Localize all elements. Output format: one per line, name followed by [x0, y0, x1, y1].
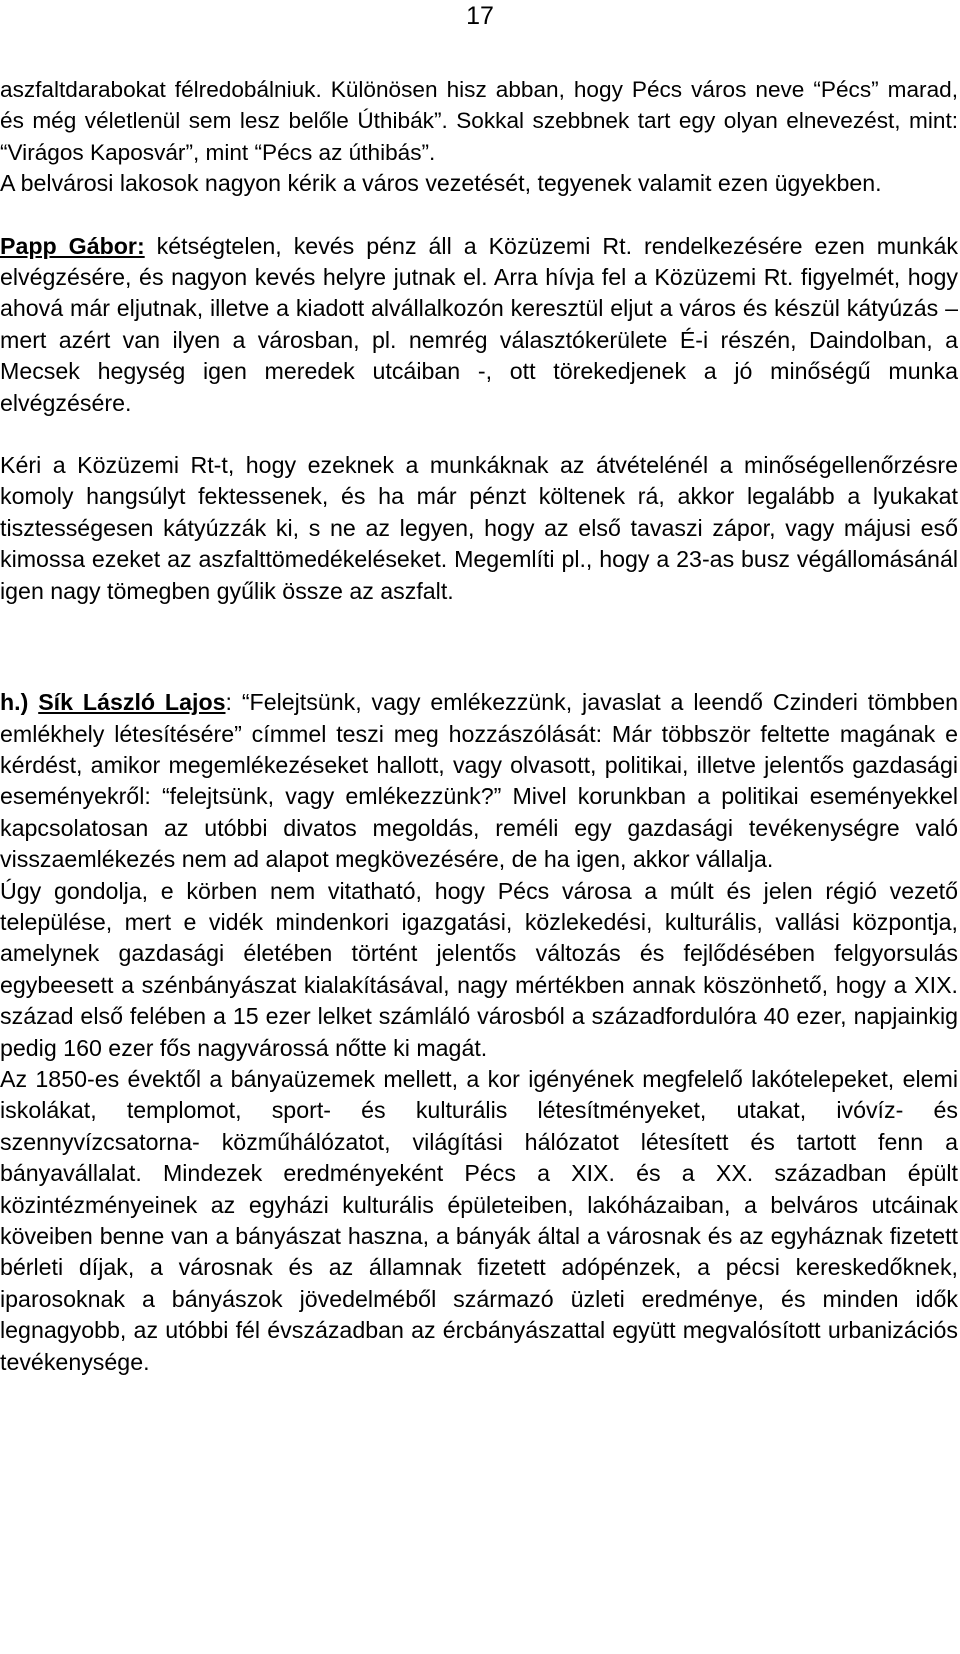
section-label-h: h.) [0, 689, 29, 716]
paragraph-sik-laszlo-lajos [0, 687, 958, 875]
paragraph-pecs-history: Úgy gondolja, e körben nem vitatható, hogy Pécs városa a múlt és jelen régió vezető települése, mert e vidék mindenkori igazgatási, közlekedési, kulturális, vallási központja, amelynek gazdasági életében történt jelentős változás és fejlődésében felgyorsulás egybeesett a szénbányászat kialakításával, nagy mértékben annak köszönhető, hogy a XIX. század első felében a 15 ezer lelket számláló városból a századfordulóra 40 ezer, napjainkig pedig 160 ezer fős nagyvárossá nőtte ki magát. [0, 877, 958, 1061]
document-body [0, 74, 958, 1378]
papp-gabor-text: kétségtelen, kevés pénz áll a Közüzemi Rt. rendelkezésére ezen munkák elvégzésére, és nagyon kevés helyre jutnak el. Arra hívja fel a Közüzemi Rt. figyelmét, hogy ahová már eljutnak, illetve a kiadott alvállalkozón keresztül eljut a város és készül kátyúzás – mert azért van ilyen a városban, pl. nemrég választókerülete É-i részén, Daindolban, a Mecsek hegység igen meredek utcáiban -, ott törekedjenek a jó minőségű munka elvégzésére. [0, 232, 958, 416]
paragraph-mining-company: Az 1850-es évektől a bányaüzemek mellett, a kor igényének megfelelő lakótelepeket, elemi iskolákat, templomot, sport- és kulturális létesítményeket, utakat, ivóvíz- és szennyvízcsatorna- közműhálózatot, világítási hálózatot létesített és tartott fenn a bányavállalat. Mindezek eredményeként Pécs a XIX. és a XX. században épült közintézményeinek az egyházi kulturális épületeiben, lakóházaiban, a belváros utcáinak köveiben benne van a bányászat haszna, a bányák által a városnak és az egyháznak fizetett bérleti díjak, a városnak és az államnak fizetett adópénzek, a pécsi kereskedőknek, iparosoknak a bányászok jövedelméből származó üzleti eredménye, és minden idők legnagyobb, az utóbbi fél évszázadban az ércbányászattal együtt megvalósított urbanizációs tevékenysége. [0, 1065, 958, 1375]
speaker-sik-laszlo-lajos: Sík László Lajos [38, 689, 226, 716]
paragraph-road-damage: aszfaltdarabokat félredobálniuk. Különösen hisz abban, hogy Pécs város neve “Pécs” marad, és még véletlenül sem lesz belőle Úthibák”. Sokkal szebbnek tart egy olyan elnevezést, mint: “Virágos Kaposvár”, mint “Pécs az úthibás”. [0, 77, 958, 165]
page-number: 17 [466, 2, 494, 30]
sik-laszlo-lajos-text: : “Felejtsünk, vagy emlékezzünk, javaslat a leendő Czinderi tömbben emlékhely létesítésére” címmel teszi meg hozzászólását: Már többször feltette magának e kérdést, amikor megemlékezéseket hallott, vagy olvasott, politikai, illetve jelentős gazdasági eseményekről: “felejtsünk, vagy emlékezzünk?” Mivel korunkban a politikai eseményekkel kapcsolatosan az utóbbi divatos megoldás, reméli egy gazdasági tevékenységre való visszaemlékezés nem ad alapot megkövezésére, de ha igen, akkor vállalja. [0, 689, 958, 873]
paragraph-quality-control: Kéri a Közüzemi Rt-t, hogy ezeknek a munkáknak az átvételénél a minőségellenőrzésre komoly hangsúlyt fektessenek, és ha már pénzt költenek rá, akkor legalább a lyukakat tisztességesen kátyúzzák ki, s ne az legyen, hogy az első tavaszi zápor, vagy májusi eső kimossa ezeket az aszfalttömedékeléseket. Megemlíti pl., hogy a 23-as busz végállomásánál igen nagy tömegben gyűlik össze az aszfalt. [0, 452, 958, 604]
speaker-papp-gabor: Papp Gábor: [0, 232, 145, 259]
paragraph-papp-gabor [0, 231, 958, 419]
paragraph-residents-request: A belvárosi lakosok nagyon kérik a város vezetését, tegyenek valamit ezen ügyekben. [0, 170, 882, 197]
